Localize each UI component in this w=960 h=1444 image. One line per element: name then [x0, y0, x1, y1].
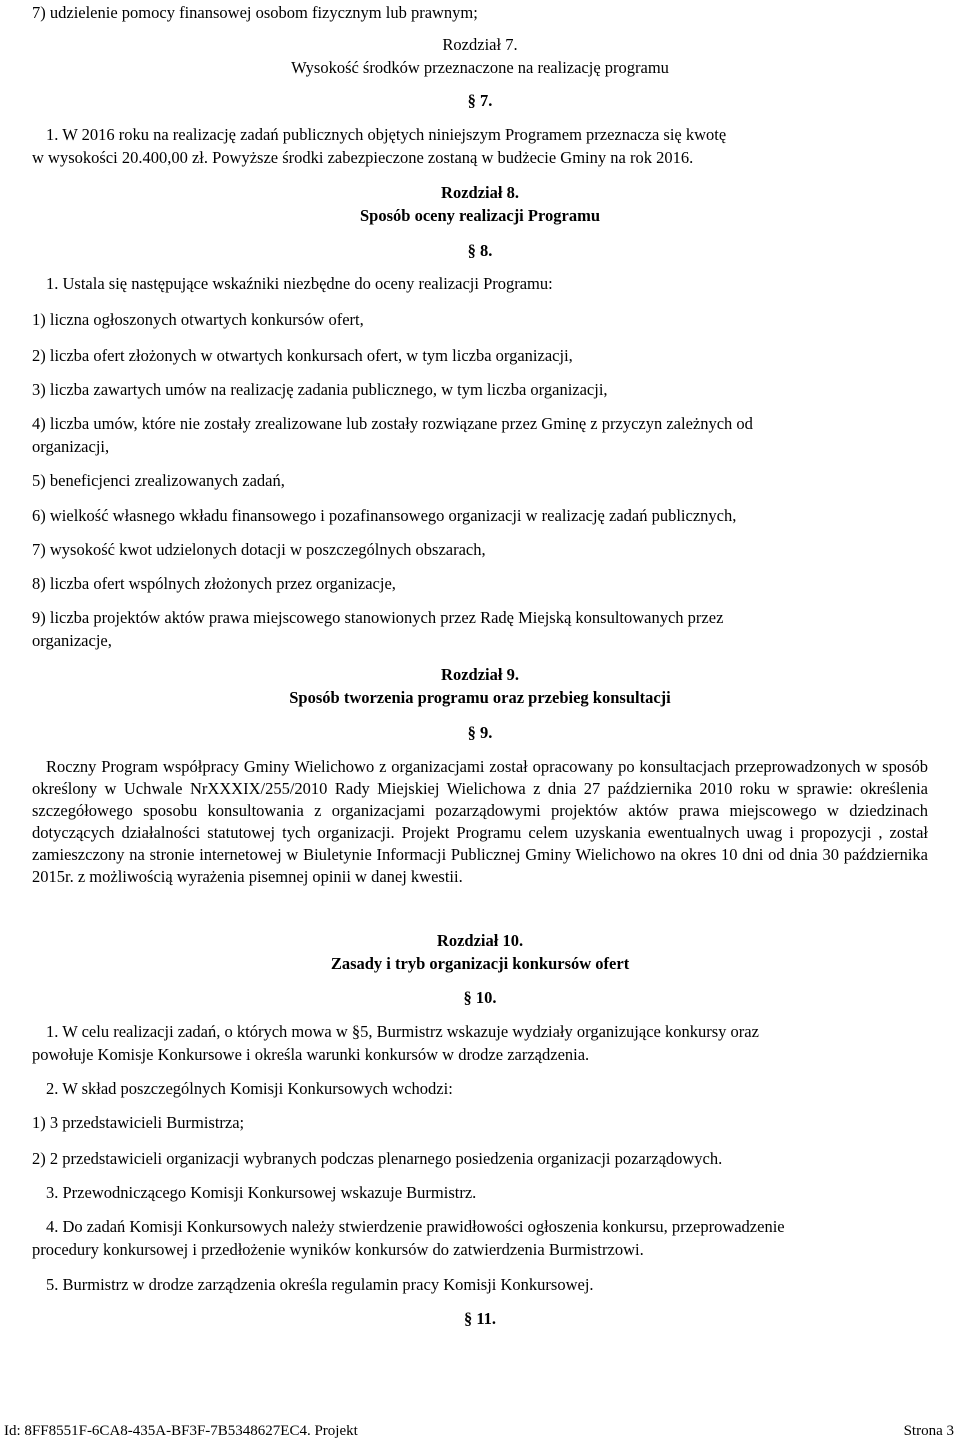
- chapter-10-title: Zasady i tryb organizacji konkursów ofert: [330, 954, 630, 973]
- indicator-6: 6) wielkość własnego wkładu finansowego i pozafinansowego organizacji w realizację zadań publicznych,: [32, 506, 737, 525]
- ch10-paragraph-4-line1: 4. Do zadań Komisji Konkursowych należy stwierdzenie prawidłowości ogłoszenia konkursu, przeprowadzenie: [46, 1217, 785, 1236]
- section-7-label: § 7.: [467, 91, 493, 110]
- chapter-10-heading: Rozdział 10.: [436, 931, 524, 950]
- ch10-paragraph-1-line1: 1. W celu realizacji zadań, o których mowa w §5, Burmistrz wskazuje wydziały organizujące konkursy oraz: [46, 1022, 759, 1041]
- section-10-label: § 10.: [463, 988, 497, 1007]
- ch10-paragraph-1-line2: powołuje Komisje Konkursowe i określa warunki konkursów w drodze zarządzenia.: [32, 1045, 590, 1064]
- chapter-9-heading: Rozdział 9.: [441, 665, 519, 684]
- indicator-2: 2) liczba ofert złożonych w otwartych konkursach ofert, w tym liczba organizacji,: [32, 346, 573, 365]
- section-9-label: § 9.: [467, 723, 493, 742]
- ch10-paragraph-5: 5. Burmistrz w drodze zarządzenia określa regulamin pracy Komisji Konkursowej.: [46, 1275, 594, 1294]
- ch10-paragraph-2: 2. W skład poszczególnych Komisji Konkursowych wchodzi:: [46, 1079, 453, 1098]
- list-item-7: 7) udzielenie pomocy finansowej osobom fizycznym lub prawnym;: [32, 3, 478, 22]
- ch10-paragraph-3: 3. Przewodniczącego Komisji Konkursowej wskazuje Burmistrz.: [46, 1183, 477, 1202]
- indicator-4-line2: organizacji,: [32, 437, 110, 456]
- ch7-paragraph-1-line1: 1. W 2016 roku na realizację zadań publicznych objętych niniejszym Programem przeznacza się kwotę: [46, 125, 727, 144]
- indicator-8: 8) liczba ofert wspólnych złożonych przez organizacje,: [32, 574, 396, 593]
- indicator-4-line1: 4) liczba umów, które nie zostały zrealizowane lub zostały rozwiązane przez Gminę z przyczyn zależnych od: [32, 414, 753, 433]
- ch10-paragraph-4-line2: procedury konkursowej i przedłożenie wyników konkursów do zatwierdzenia Burmistrzowi.: [32, 1240, 644, 1259]
- chapter-7-heading: Rozdział 7.: [442, 35, 518, 54]
- footer-document-id: Id: 8FF8551F-6CA8-435A-BF3F-7B5348627EC4. Projekt: [4, 1423, 358, 1439]
- indicator-5: 5) beneficjenci zrealizowanych zadań,: [32, 471, 285, 490]
- indicator-7: 7) wysokość kwot udzielonych dotacji w poszczególnych obszarach,: [32, 540, 486, 559]
- section-8-label: § 8.: [467, 241, 493, 260]
- ch8-intro: 1. Ustala się następujące wskaźniki niezbędne do oceny realizacji Programu:: [46, 274, 553, 293]
- footer-page-number: Strona 3: [903, 1423, 954, 1439]
- ch10-member-1: 1) 3 przedstawicieli Burmistrza;: [32, 1113, 245, 1132]
- chapter-9-title: Sposób tworzenia programu oraz przebieg konsultacji: [289, 688, 671, 707]
- section-11-label: § 11.: [463, 1309, 497, 1328]
- indicator-9-line1: 9) liczba projektów aktów prawa miejscowego stanowionych przez Radę Miejską konsultowanych przez: [32, 608, 724, 627]
- ch10-member-2: 2) 2 przedstawicieli organizacji wybranych podczas plenarnego posiedzenia organizacji pozarządowych.: [32, 1149, 723, 1168]
- indicator-3: 3) liczba zawartych umów na realizację zadania publicznego, w tym liczba organizacji,: [32, 380, 608, 399]
- ch7-paragraph-1-line2: w wysokości 20.400,00 zł. Powyższe środki zabezpieczone zostaną w budżecie Gminy na rok 2016.: [32, 148, 694, 167]
- indicator-9-line2: organizacje,: [32, 631, 112, 650]
- chapter-7-title: Wysokość środków przeznaczone na realizację programu: [291, 58, 669, 77]
- chapter-8-heading: Rozdział 8.: [441, 183, 519, 202]
- ch9-paragraph: Roczny Program współpracy Gminy Wielichowo z organizacjami został opracowany po konsultacjach przeprowadzonych w sposób określony w Uchwale NrXXXIX/255/2010 Rady Miejskiej Wielichowa z dnia 27 października 2010 roku w sprawie: określenia szczegółowego sposobu konsultowania z organizacjami pozarządowymi projektów aktów prawa miejscowego w dziedzinach dotyczących działalności statutowej tych organizacji. Projekt Programu celem uzyskania ewentualnych uwag i propozycji , został zamieszczony na stronie internetowej w Biuletynie Informacji Publicznej Gminy Wielichowo na okres 10 dni od dnia 30 października 2015r. z możliwością wyrażenia pisemnej opinii w danej kwestii.: [32, 757, 928, 886]
- chapter-8-title: Sposób oceny realizacji Programu: [360, 206, 600, 225]
- indicator-1: 1) liczna ogłoszonych otwartych konkursów ofert,: [32, 310, 364, 329]
